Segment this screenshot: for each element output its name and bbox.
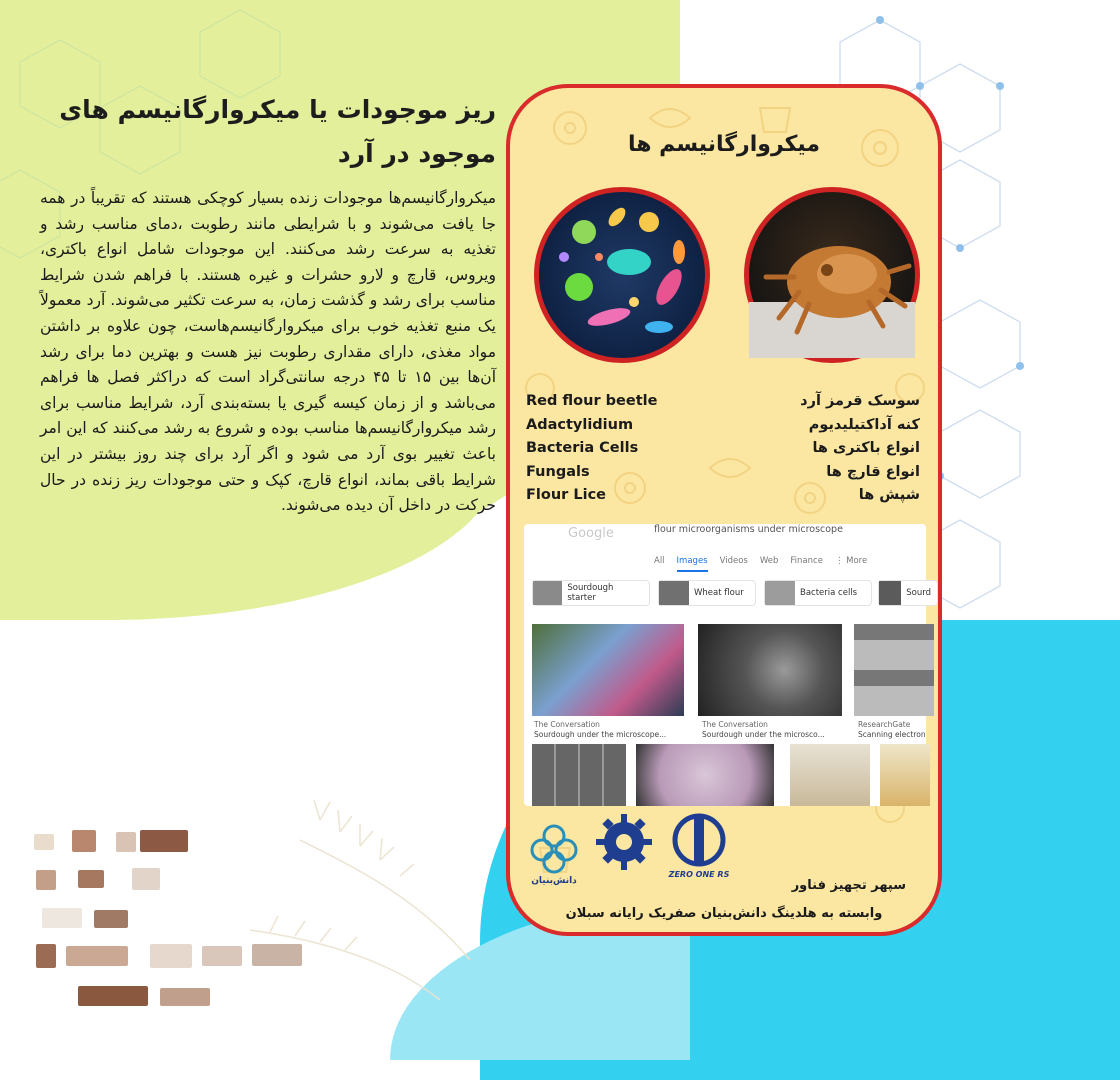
- result-caption: ResearchGate Scanning electron: [858, 720, 926, 739]
- zero-one-rs-logo-icon: [664, 810, 734, 890]
- result-caption: The Conversation Sourdough under the microscope...: [534, 720, 667, 739]
- chip-thumbnail: [659, 581, 689, 605]
- list-item: Flour Lice: [526, 487, 606, 503]
- tab-all: All: [654, 556, 665, 566]
- tab-videos: Videos: [719, 556, 748, 566]
- search-tabs: [654, 556, 867, 572]
- search-results-screenshot: [524, 524, 931, 806]
- result-image: [532, 624, 684, 716]
- result-image: [698, 624, 842, 716]
- chip-thumbnail: [879, 581, 901, 605]
- chip-thumbnail: [533, 581, 562, 605]
- gear-company-logo-icon: [594, 812, 654, 872]
- article: [40, 88, 496, 519]
- result-image: [854, 624, 934, 716]
- result-image: [636, 744, 774, 806]
- list-item: Adactylidium: [526, 416, 634, 433]
- page-title: ریز موجودات یا میکروارگانیسم های موجود در آرد: [59, 95, 496, 168]
- list-item: شپش ها: [858, 487, 920, 503]
- google-logo: Google: [568, 526, 614, 541]
- result-image: [880, 744, 930, 806]
- chip-wheat-flour: Wheat flour: [658, 580, 756, 606]
- result-caption: The Conversation Sourdough under the microsco...: [702, 720, 825, 739]
- microorganisms-card: [506, 84, 942, 936]
- list-item: Bacteria Cells: [526, 440, 639, 456]
- affiliation-text: وابسته به هلدینگ دانش‌بنیان صفریک رایانه سبلان: [565, 906, 883, 921]
- card-title: میکروارگانیسم ها: [627, 132, 821, 157]
- pixelated-text-block: [32, 826, 312, 1016]
- tab-finance: Finance: [790, 556, 823, 566]
- list-item: کنه آداکتیلیدیوم: [808, 416, 920, 433]
- company-name: سپهر تجهیز فناور: [791, 878, 906, 893]
- organism-list-english: [526, 390, 657, 508]
- result-image: [790, 744, 870, 806]
- organism-list-persian: [800, 390, 920, 508]
- list-item: Fungals: [526, 463, 590, 480]
- flour-mite-photo-icon: [744, 187, 920, 363]
- chip-sourdough-starter: Sourdough starter: [532, 580, 650, 606]
- tab-more: ⋮ More: [834, 556, 868, 566]
- article-body: میکروارگانیسم‌ها موجودات زنده بسیار کوچکی هستند که تقریباً در همه جا یافت می‌شوند و با شرایطی مانند رطوبت ،دمای مناسب رشد و تغذیه به سرعت رشد می‌کنند. این موجودات شامل انواع باکتری، ویروس، قارچ و لارو حشرات و غیره هستند. با فراهم شدن شرایط مناسب برای رشد و گذشت زمان، به سرعت تکثیر می‌شوند. آرد معمولاً یک منبع تغذیه خوب برای میکروارگانیسم‌هاست، چون علاوه بر داشتن مواد مغذی، دارای مقداری رطوبت نیز هست و بهترین دما برای رشد آن‌ها بین ۱۵ تا ۴۵ درجه سانتی‌گراد است که دراکثر فصل ها فراهم می‌باشد و از زمان کیسه گیری یا بسته‌بندی آرد، شرایط مناسب برای رشد میکروارگانیسم‌ها مناسب بوده و شروع به رشد می‌کنند که این امر باعث تغییر بوی آرد می شود و اگر آرد برای چند روز بیشتر در این شرایط باقی بماند، انواع قارچ، کپک و حتی موجودات ریز زنده در حال حرکت در داخل آن دیده می‌شوند.: [40, 189, 497, 515]
- logo-caption: ZERO ONE RS: [668, 870, 730, 879]
- list-item: انواع باکتری ها: [812, 440, 920, 456]
- list-item: سوسک قرمز آرد: [800, 393, 920, 409]
- chip-bacteria-cells: Bacteria cells: [764, 580, 872, 606]
- chip-thumbnail: [765, 581, 795, 605]
- result-image: [532, 744, 626, 806]
- list-item: انواع قارچ ها: [826, 463, 920, 480]
- tab-web: Web: [759, 556, 779, 566]
- chip-sourdough: Sourd: [878, 580, 938, 606]
- logo-caption: دانش‌بنیان: [531, 876, 577, 886]
- search-query: flour microorganisms under microscope: [654, 524, 843, 535]
- list-item: Red flour beetle: [526, 393, 658, 409]
- daneshbonyan-logo-icon: [526, 818, 582, 890]
- microbes-illustration-icon: [534, 187, 710, 363]
- tab-images: Images: [677, 556, 708, 572]
